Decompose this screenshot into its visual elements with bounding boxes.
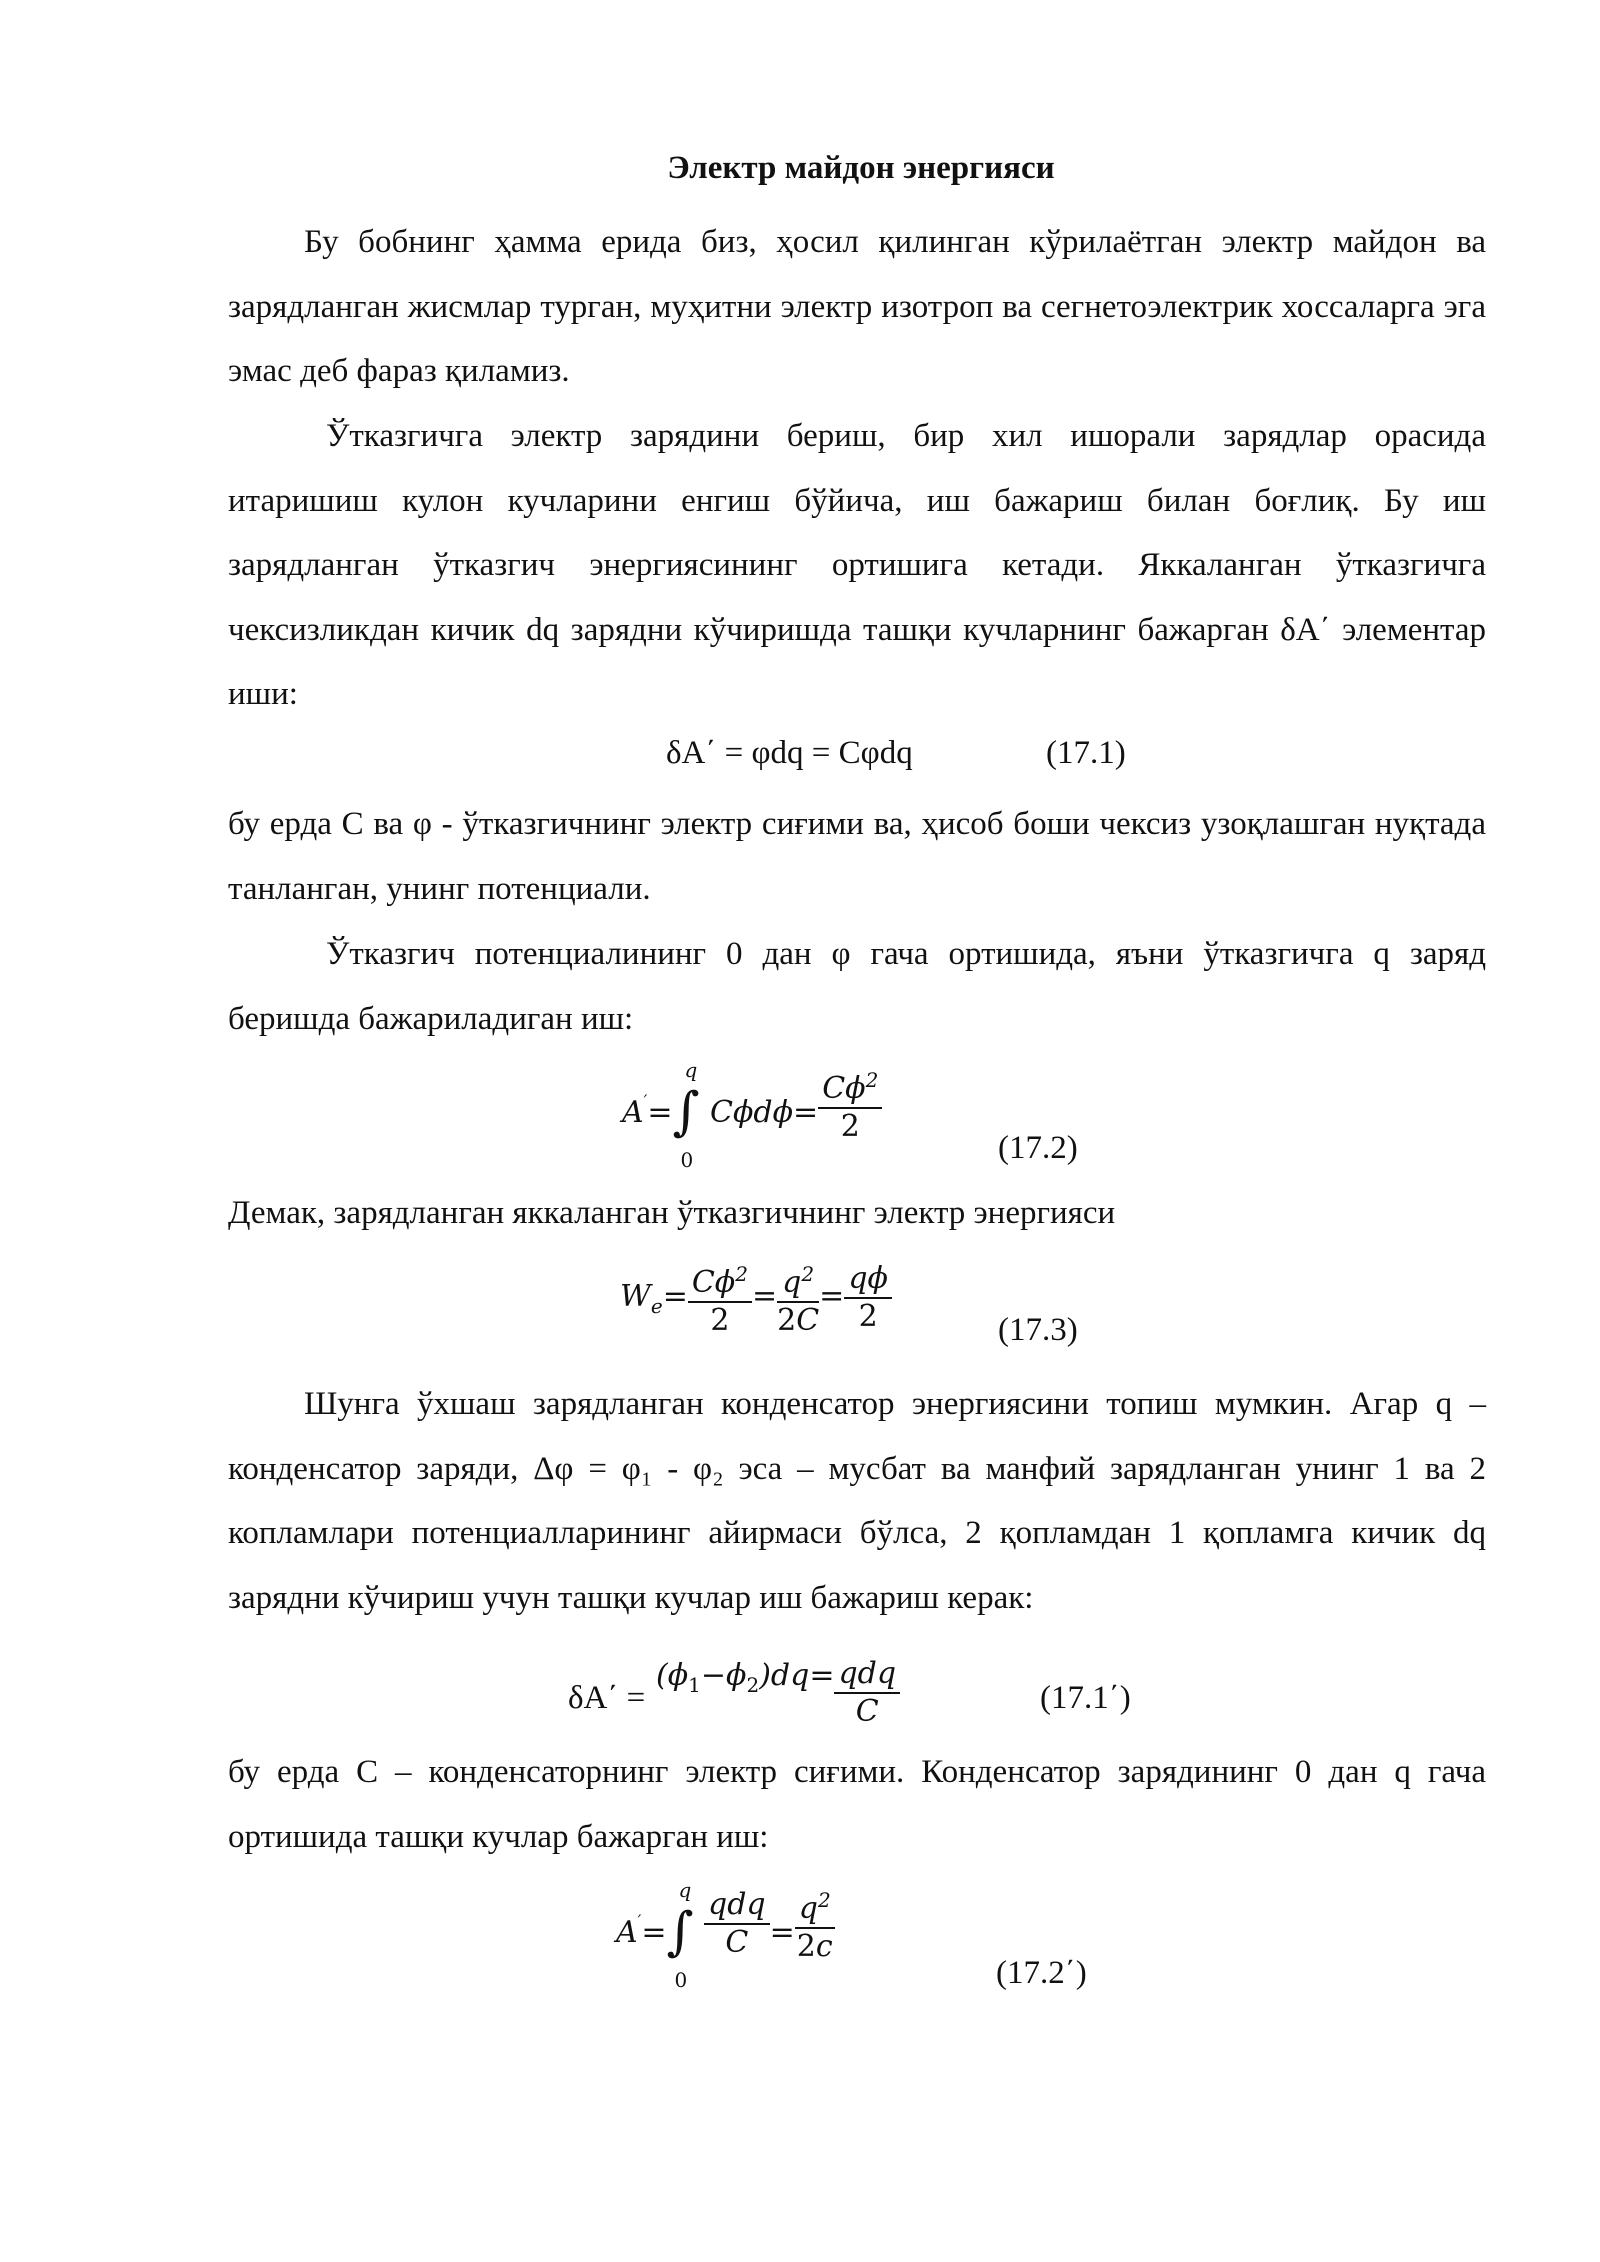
equation-17-1-number: (17.1): [1046, 735, 1126, 771]
equation-17-2-number: (17.2): [998, 1130, 1078, 1166]
paragraph-1: Бу бобнинг ҳамма ерида биз, ҳосил қилинган кўрилаётган электр майдон ва зарядланган жисмлар турган, муҳитни электр изотроп ва сегнетоэлектрик хоссаларга эга эмас деб фараз қиламиз.: [228, 224, 1486, 390]
equation-17-1: δA΄ = φdq = Cφdq: [666, 735, 913, 771]
paragraph-2: Ўтказгичга электр зарядини бериш, бир хил ишорали зарядлар орасида итаришиш кулон кучларини енгиш бўйича, иш бажариш билан боғлиқ. Бу иш зарядланган ўтказгич энергиясининг ортишига кетади. Яккаланган ўтказгичга чексизликдан кичик dq зарядни кўчиришда ташқи кучларнинг бажарган δA΄ элементар иши:: [228, 418, 1486, 713]
paragraph-3: бу ерда C ва φ - ўтказгичнинг электр сиғими ва, ҳисоб боши чексиз узоқлашган нуқтада танланган, унинг потенциали.: [228, 806, 1486, 907]
equation-17-3: $W_e=$ $\frac{C\phi^2}{2}$ = $\frac{q^2}{2C}$ = $\frac{q\phi}{2}$: [620, 1256, 892, 1339]
paragraph-6: Шунга ўхшаш зарядланган конденсатор энергиясини топиш мумкин. Агар q – конденсатор заряди, Δφ = φ₁ - φ₂ эса – мусбат ва манфий зарядланган унинг 1 ва 2 копламлари потенциалларининг айирмаси бўлса, 2 қопламдан 1 қопламга кичик dq зарядни кўчириш учун ташқи кучлар иш бажариш керак:: [228, 1386, 1486, 1616]
paragraph-4: Ўтказгич потенциалининг 0 дан φ гача ортишида, яъни ўтказгичга q заряд беришда бажариладиган иш:: [228, 936, 1486, 1037]
paragraph-7: бу ерда C – конденсаторнинг электр сиғими. Конденсатор зарядининг 0 дан q гача ортишида ташқи кучлар бажарган иш:: [228, 1754, 1486, 1855]
equation-17-2: A′=∫ q 0 Cϕdϕ= $\frac{C\phi^2}{2}$: [622, 1060, 882, 1170]
paragraph-5: Демак, зарядланган яккаланган ўтказгичнинг электр энергияси: [228, 1195, 1116, 1231]
equation-17-1-prime-left: δA΄ =: [568, 1680, 646, 1716]
equation-17-3-number: (17.3): [998, 1312, 1078, 1348]
equation-17-2-prime: A′=∫ q 0 $\frac{\text{qdq}}{C}$ = $\frac{q^2}{2c}$: [616, 1880, 835, 1990]
equation-17-1-prime: $(\phi_1-\phi_2)dq=$ $\frac{\text{qdq}}{C}$: [656, 1640, 900, 1714]
equation-17-1-prime-number: (17.1΄): [1040, 1680, 1131, 1716]
page-title: Электр майдон энергияси: [667, 150, 1055, 186]
equation-17-2-prime-number: (17.2΄): [996, 1955, 1087, 1991]
